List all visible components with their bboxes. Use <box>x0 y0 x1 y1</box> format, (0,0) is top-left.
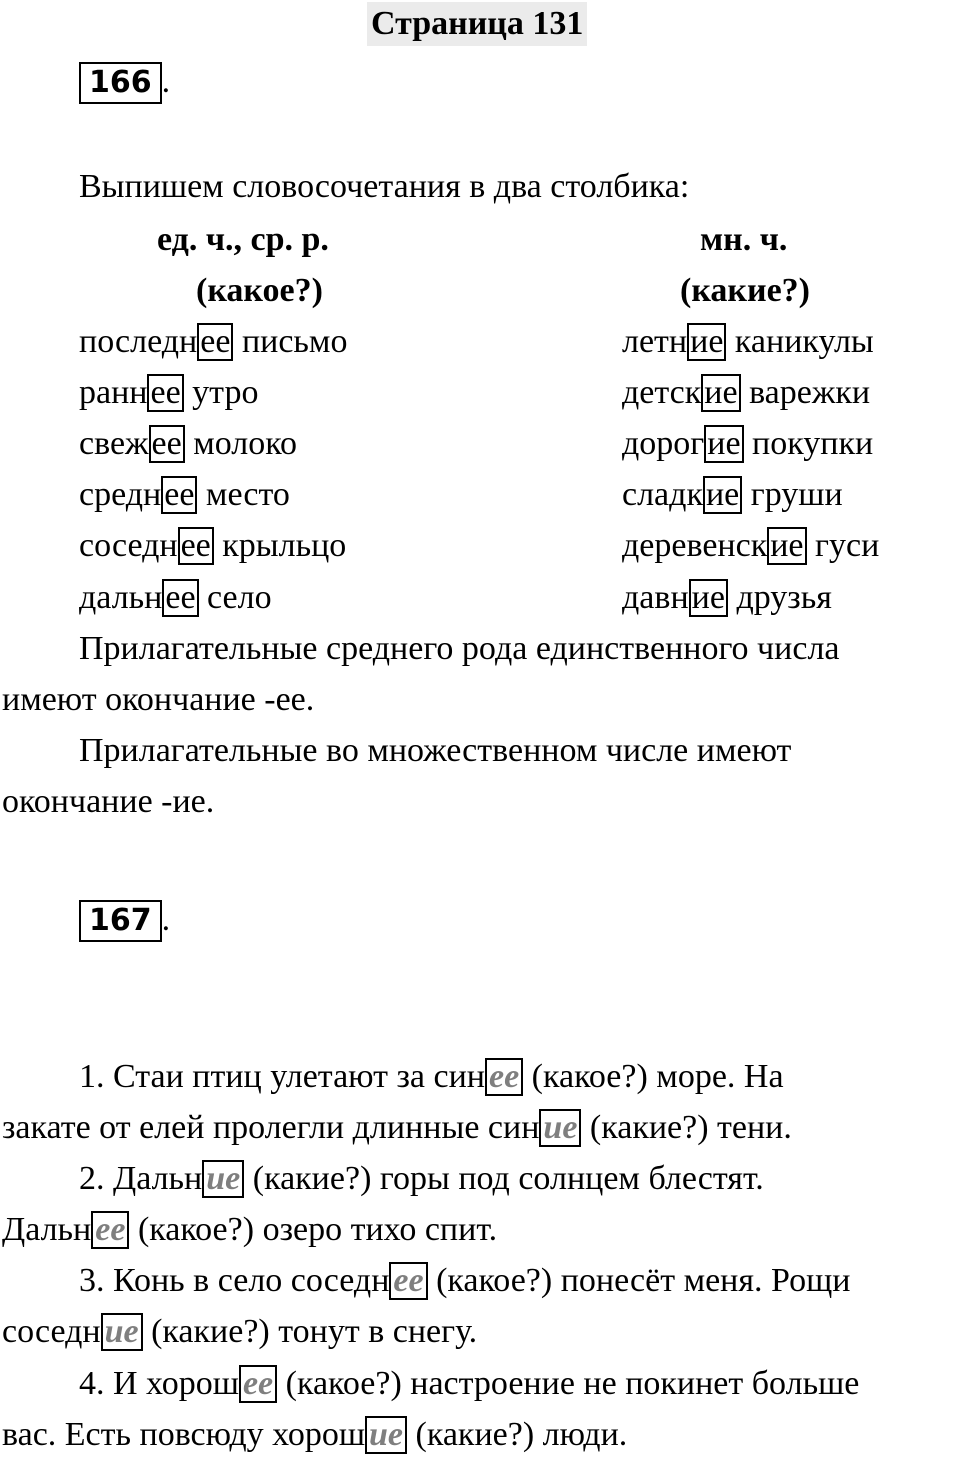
sentence-line: Дальн ее (какое?) озеро тихо спит. <box>2 1211 498 1248</box>
ending-box: ее <box>149 425 185 463</box>
ending-box: ее <box>161 476 197 514</box>
col2-item: дорогие покупки <box>622 425 874 462</box>
col1-item: последнее письмо <box>79 323 348 360</box>
col1-item: среднее место <box>79 476 290 513</box>
task-number-dot: . <box>161 63 171 100</box>
ending-box: ие <box>365 1416 407 1454</box>
col1-header: ед. ч., ср. р. <box>157 221 329 258</box>
conclusion-2-line-2: окончание -ие. <box>2 783 215 820</box>
conclusion-2-line-1: Прилагательные во множественном числе имеют <box>79 732 792 769</box>
col2-item: летние каникулы <box>622 323 874 360</box>
ending-box: ие <box>687 323 726 361</box>
ending-box: ие <box>703 476 742 514</box>
ending-box: ие <box>689 579 728 617</box>
ending-box: ее <box>239 1365 277 1403</box>
col1-item: дальнее село <box>79 579 272 616</box>
task-number-167 <box>79 900 170 942</box>
ending-box: ие <box>539 1109 581 1147</box>
task-number-166 <box>79 62 170 104</box>
ending-box: ее <box>197 323 233 361</box>
col1-item: свежее молоко <box>79 425 298 462</box>
ending-box: ие <box>202 1160 244 1198</box>
col1-question: (какое?) <box>196 272 323 309</box>
ending-box: ее <box>389 1262 427 1300</box>
task-number-box: 166 <box>79 62 162 104</box>
ending-box: ие <box>704 425 743 463</box>
ending-box: ее <box>91 1211 129 1249</box>
conclusion-1-line-2: имеют окончание -ее. <box>2 681 315 718</box>
sentence-line: 1. Стаи птиц улетают за син ее (какое?) море. На <box>79 1058 784 1095</box>
col2-header: мн. ч. <box>700 221 788 258</box>
sentence-line: вас. Есть повсюду хорош ие (какие?) люди. <box>2 1416 628 1453</box>
col2-item: сладкие груши <box>622 476 843 513</box>
task-number-dot: . <box>161 901 171 938</box>
ending-box: ие <box>767 527 806 565</box>
page-title: Страница 131 <box>367 2 587 46</box>
ending-box: ее <box>178 527 214 565</box>
col2-item: детские варежки <box>622 374 871 411</box>
col2-item: деревенские гуси <box>622 527 880 564</box>
col1-item: соседнее крыльцо <box>79 527 347 564</box>
sentence-line: 3. Конь в село соседн ее (какое?) понесёт меня. Рощи <box>79 1262 851 1299</box>
sentence-line: соседн ие (какие?) тонут в снегу. <box>2 1313 478 1350</box>
sentence-line: 4. И хорош ее (какое?) настроение не покинет больше <box>79 1365 860 1402</box>
col1-item: раннее утро <box>79 374 259 411</box>
ending-box: ее <box>147 374 183 412</box>
col2-item: давние друзья <box>622 579 832 616</box>
task-number-box: 167 <box>79 900 162 942</box>
ending-box: ие <box>701 374 740 412</box>
col2-question: (какие?) <box>680 272 810 309</box>
sentence-line: 2. Дальн ие (какие?) горы под солнцем блестят. <box>79 1160 764 1197</box>
task166-intro: Выпишем словосочетания в два столбика: <box>79 168 690 205</box>
sentence-line: закате от елей пролегли длинные син ие (какие?) тени. <box>2 1109 792 1146</box>
conclusion-1-line-1: Прилагательные среднего рода единственного числа <box>79 630 840 667</box>
ending-box: ие <box>101 1313 143 1351</box>
ending-box: ее <box>162 579 198 617</box>
ending-box: ее <box>485 1058 523 1096</box>
